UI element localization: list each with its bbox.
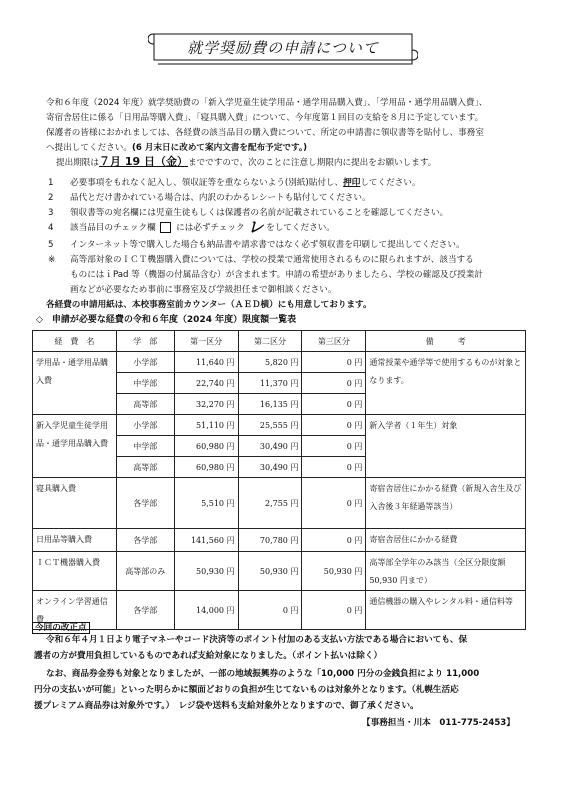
- expense-name-cell: 学用品・通学用品購入費: [33, 352, 117, 415]
- deadline-date: ７月 19 日（金）: [98, 155, 188, 168]
- department-cell: 高等部: [116, 457, 174, 478]
- expense-name-cell: ＩＣＴ機器購入費: [33, 552, 117, 591]
- amount-cell: 5,820 円: [238, 352, 302, 373]
- table-header-cell: 第二区分: [238, 331, 302, 352]
- amount-cell: 0 円: [302, 373, 366, 394]
- amount-cell: 0 円: [302, 478, 366, 529]
- intro-line-4-bold: (6 月末日に改めて案内文書を配布予定です。): [131, 143, 308, 153]
- table-row: [33, 415, 526, 436]
- list-item-number: 5: [48, 240, 54, 250]
- list-item-number: 3: [48, 208, 54, 218]
- list-item-text-mid: には必ずチェック: [176, 223, 245, 233]
- amount-cell: 0 円: [302, 436, 366, 457]
- remarks-cell: 高等部全学年のみ該当（全区分限度額 50,930 円まで）: [366, 552, 526, 591]
- intro-line-1: 令和６年度（2024 年度）就学奨励費の「新入学児童生徒学用品・通学用品購入費」、「学用品・通学用品購入費」、: [46, 98, 488, 108]
- deadline-suffix: までですので、次のことに注意し期限内に提出をお願いします。: [187, 158, 437, 168]
- amount-cell: 25,555 円: [238, 415, 302, 436]
- amount-cell: 11,640 円: [174, 352, 238, 373]
- department-cell: 小学部: [116, 415, 174, 436]
- list-item-2: [48, 191, 371, 205]
- department-cell: 高等部のみ: [116, 552, 174, 591]
- expense-name-cell: 新入学児童生徒学用品・通学用品購入費: [33, 415, 117, 478]
- list-item-text: インターネット等で購入した場合も納品書や請求書ではなく必ず領収書を印刷して提出してください。: [70, 240, 465, 250]
- counter-note: 各経費の申請用紙は、本校事務室前カウンター（ＡＥＤ横）にも用意しております。: [46, 300, 372, 310]
- amount-cell: 60,980 円: [174, 436, 238, 457]
- remarks-cell: 新入学者（１年生）対象: [366, 415, 526, 478]
- revision-label: 今回の改正点: [32, 622, 90, 634]
- amount-cell: 22,740 円: [174, 373, 238, 394]
- amount-cell: 70,780 円: [238, 529, 302, 552]
- deadline-line: [56, 155, 436, 171]
- amount-cell: 32,270 円: [174, 394, 238, 415]
- amount-cell: 0 円: [302, 394, 366, 415]
- amount-cell: 14,000 円: [174, 591, 238, 630]
- checkmark-icon: レ: [247, 217, 264, 237]
- table-header-row: [33, 331, 526, 352]
- list-item-number: ※: [48, 255, 56, 265]
- list-item-text-end: してください。: [360, 178, 421, 188]
- page-title: 就学奨励費の申請について: [187, 39, 379, 57]
- deadline-prefix: 提出期限は: [56, 158, 99, 168]
- amount-cell: 5,510 円: [174, 478, 238, 529]
- amount-cell: 50,930 円: [302, 552, 366, 591]
- revision-p1-line-1: 令和６年４月１日より電子マネーやコード決済等のポイント付加のある支払い方法である場合においても、保: [46, 635, 468, 645]
- table-header-cell: 経 費 名: [33, 331, 117, 352]
- list-item-4: [48, 217, 335, 237]
- amount-cell: 0 円: [302, 457, 366, 478]
- list-item-note-line-2: ものにはｉPad 等（機器の付属品含む）が含まれます。申請の希望がありましたら、学校の確認及び授業計: [70, 270, 483, 280]
- amount-cell: 16,135 円: [238, 394, 302, 415]
- department-cell: 各学部: [116, 529, 174, 552]
- department-cell: 中学部: [116, 436, 174, 457]
- table-row: [33, 591, 526, 630]
- department-cell: 小学部: [116, 352, 174, 373]
- revision-p2-line-3: [34, 699, 419, 714]
- amount-cell: 30,490 円: [238, 457, 302, 478]
- amount-cell: 2,755 円: [238, 478, 302, 529]
- list-item-note-line-3: 画などが必要なため事前に事務室及び学級担任まで御相談ください。: [70, 285, 337, 295]
- contact-info: 【事務担当・川本 011-775-2453】: [362, 718, 515, 728]
- remarks-cell: 通常授業や通学等で使用するものが対象となります。: [366, 352, 526, 415]
- amount-cell: 50,930 円: [238, 552, 302, 591]
- list-item-1: [48, 176, 421, 190]
- table-row: [33, 478, 526, 529]
- list-item-number: 1: [48, 178, 54, 188]
- list-item-text: 領収書等の宛名欄には児童生徒もしくは保護者の名前が記載されていることを確認してください。: [70, 208, 449, 218]
- list-item-note: [48, 253, 474, 267]
- expense-name-cell: 日用品等購入費: [33, 529, 117, 552]
- fee-limit-table: [32, 330, 526, 630]
- list-item-text-end: をしてください。: [266, 223, 335, 233]
- amount-cell: 141,560 円: [174, 529, 238, 552]
- table-header-cell: 第三区分: [302, 331, 366, 352]
- remarks-cell: 寄宿舎居住にかかる経費: [366, 529, 526, 552]
- intro-line-3: 保護者の皆様におかれましては、各経費の該当品目の購入費について、所定の申請書に領収書等を貼付し、事務室: [46, 128, 484, 138]
- amount-cell: 0 円: [238, 591, 302, 630]
- revision-p2-line-3-text: レジ袋や送料も支給対象外となりますので、御了承ください。: [169, 701, 419, 711]
- amount-cell: 50,930 円: [174, 552, 238, 591]
- amount-cell: 0 円: [302, 415, 366, 436]
- expense-name-cell: 寝具購入費: [33, 478, 117, 529]
- intro-line-2: 寄宿舎居住に係る「日用品等購入費」、「寝具購入費」について、今年度第１回目の支給を８月に予定しています。: [46, 113, 484, 123]
- department-cell: 高等部: [116, 394, 174, 415]
- revision-label-wrap: [32, 615, 90, 634]
- amount-cell: 0 円: [302, 352, 366, 373]
- amount-cell: 60,980 円: [174, 457, 238, 478]
- list-item-text: 高等部対象のＩＣＴ機器購入費については、学校の授業で通常使用されるものに限られますが、該当する: [70, 255, 474, 265]
- list-item-emphasis: 押印: [343, 178, 361, 188]
- department-cell: 各学部: [116, 478, 174, 529]
- revision-p2-line-3-bold: 援プレミアム商品券は対象外です。）: [34, 701, 170, 711]
- remarks-cell: 通信機器の購入やレンタル料・通信料等: [366, 591, 526, 630]
- list-item-number: 2: [48, 193, 54, 203]
- amount-cell: 51,110 円: [174, 415, 238, 436]
- remarks-cell: 寄宿舎居住にかかる経費（新規入舎生及び入舎後３年経過等該当）: [366, 478, 526, 529]
- expense-name-cell: オンライン学習通信費: [33, 591, 117, 630]
- table-header-cell: 備 考: [366, 331, 526, 352]
- table-row: [33, 552, 526, 591]
- amount-cell: 0 円: [302, 591, 366, 630]
- table-header-cell: 第一区分: [174, 331, 238, 352]
- amount-cell: 11,370 円: [238, 373, 302, 394]
- list-item-text: 該当品目のチェック欄: [70, 223, 156, 233]
- list-item-text: 必要事項をもれなく記入し、領収証等を重ならないよう(別紙)貼付し、: [70, 178, 344, 188]
- revision-p2-line-1: なお、商品券金券も対象となりましたが、一部の地域振興券のような「10,000 円分の金銭負担により 11,000: [46, 669, 480, 679]
- intro-line-4: [46, 141, 307, 156]
- list-item-5: [48, 238, 465, 252]
- department-cell: 各学部: [116, 591, 174, 630]
- table-header-cell: 学 部: [116, 331, 174, 352]
- intro-line-4-text: へ提出してください。: [46, 143, 132, 153]
- revision-p1-line-2: 護者の方が費用負担しているものであれば支給対象になりました。（ポイント払いは除く）: [34, 651, 383, 661]
- list-item-number: 4: [48, 223, 54, 233]
- table-heading: ◇ 申請が必要な経費の令和６年度（2024 年度）限度額一覧表: [36, 315, 297, 325]
- table-row: [33, 352, 526, 373]
- amount-cell: 30,490 円: [238, 436, 302, 457]
- department-cell: 中学部: [116, 373, 174, 394]
- table-row: [33, 529, 526, 552]
- title-banner: [148, 30, 418, 66]
- list-item-text: 品代とだけ書かれている場合は、内訳のわかるレシートも貼付してください。: [70, 193, 371, 203]
- amount-cell: 0 円: [302, 529, 366, 552]
- checkbox-icon: [160, 222, 171, 233]
- revision-p2-line-2: 円分の支払いが可能」といった明らかに額面どおりの負担が生じてないものは対象外となります。（札幌生活応: [34, 685, 459, 695]
